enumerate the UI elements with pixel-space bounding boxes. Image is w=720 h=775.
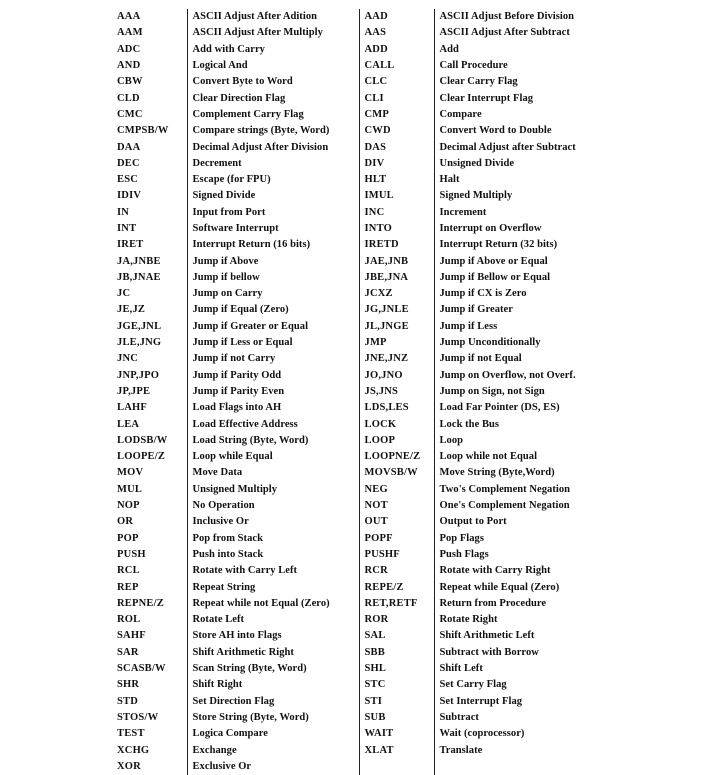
- left-description: Logica Compare: [187, 726, 359, 742]
- right-description: Jump if Greater: [434, 302, 606, 318]
- right-description: Shift Left: [434, 661, 606, 677]
- right-mnemonic: OUT: [359, 514, 434, 530]
- left-mnemonic: DAA: [117, 141, 141, 153]
- left-mnemonic: XOR: [117, 760, 141, 772]
- left-description: Complement Carry Flag: [187, 107, 359, 123]
- right-mnemonic: CALL: [359, 58, 434, 74]
- right-mnemonic: JCXZ: [359, 286, 434, 302]
- right-description: Convert Word to Double: [434, 123, 606, 139]
- right-mnemonic: AAS: [359, 25, 434, 41]
- left-description: Jump if Less or Equal: [187, 335, 359, 351]
- left-description: Decrement: [187, 156, 359, 172]
- right-description: Lock the Bus: [434, 416, 606, 432]
- left-description: Jump on Carry: [187, 286, 359, 302]
- right-mnemonic: DAS: [359, 139, 434, 155]
- left-mnemonic: IRET: [117, 239, 144, 251]
- table-row: [112, 563, 606, 579]
- table-row: [112, 498, 606, 514]
- left-description: Loop while Equal: [187, 449, 359, 465]
- right-description: Set Interrupt Flag: [434, 693, 606, 709]
- table-row: [112, 596, 606, 612]
- left-mnemonic: LODSB/W: [117, 434, 168, 446]
- right-description: ASCII Adjust After Subtract: [434, 25, 606, 41]
- right-description: Loop: [434, 433, 606, 449]
- right-mnemonic: MOVSB/W: [359, 465, 434, 481]
- right-description: Compare: [434, 107, 606, 123]
- left-description: Unsigned Multiply: [187, 482, 359, 498]
- left-description: Load String (Byte, Word): [187, 433, 359, 449]
- table-row: [112, 416, 606, 432]
- left-description: No Operation: [187, 498, 359, 514]
- right-description: One's Complement Negation: [434, 498, 606, 514]
- right-mnemonic: JAE,JNB: [359, 253, 434, 269]
- right-description: Output to Port: [434, 514, 606, 530]
- left-mnemonic: MOV: [117, 467, 144, 479]
- left-description: Signed Divide: [187, 188, 359, 204]
- left-mnemonic: LOOPE/Z: [117, 451, 166, 463]
- left-description: Convert Byte to Word: [187, 74, 359, 90]
- left-description: Clear Direction Flag: [187, 90, 359, 106]
- left-mnemonic: DEC: [117, 157, 140, 169]
- table-row: [112, 58, 606, 74]
- right-mnemonic: STI: [359, 693, 434, 709]
- right-mnemonic: SAL: [359, 628, 434, 644]
- table-row: [112, 579, 606, 595]
- table-row: [112, 368, 606, 384]
- left-description: Load Flags into AH: [187, 400, 359, 416]
- left-description: Jump if Equal (Zero): [187, 302, 359, 318]
- table-row: [112, 123, 606, 139]
- left-description: Jump if Above: [187, 253, 359, 269]
- right-description: Add: [434, 42, 606, 58]
- table-row: [112, 335, 606, 351]
- right-mnemonic: HLT: [359, 172, 434, 188]
- table-row: [112, 400, 606, 416]
- left-mnemonic: XCHG: [117, 744, 150, 756]
- right-description: Halt: [434, 172, 606, 188]
- right-description: Set Carry Flag: [434, 677, 606, 693]
- right-mnemonic: INC: [359, 205, 434, 221]
- right-mnemonic: ROR: [359, 612, 434, 628]
- left-description: Rotate with Carry Left: [187, 563, 359, 579]
- right-mnemonic: PUSHF: [359, 547, 434, 563]
- left-mnemonic: POP: [117, 532, 139, 544]
- left-description: Decimal Adjust After Division: [187, 139, 359, 155]
- right-mnemonic: SUB: [359, 710, 434, 726]
- left-mnemonic: CLD: [117, 92, 140, 104]
- left-mnemonic: INT: [117, 223, 137, 234]
- left-mnemonic: JA,JNBE: [117, 255, 161, 267]
- right-mnemonic: [359, 759, 434, 775]
- table-row: [112, 9, 606, 25]
- right-mnemonic: AAD: [359, 9, 434, 25]
- right-mnemonic: ADD: [359, 42, 434, 58]
- table-row: [112, 107, 606, 123]
- right-mnemonic: JG,JNLE: [359, 302, 434, 318]
- left-mnemonic: REPNE/Z: [117, 597, 164, 609]
- left-description: Compare strings (Byte, Word): [187, 123, 359, 139]
- table-row: [112, 661, 606, 677]
- right-description: Rotate Right: [434, 612, 606, 628]
- left-description: Add with Carry: [187, 42, 359, 58]
- table-row: [112, 693, 606, 709]
- right-mnemonic: CMP: [359, 107, 434, 123]
- table-row: [112, 205, 606, 221]
- right-description: Interrupt on Overflow: [434, 221, 606, 237]
- left-mnemonic: CMC: [117, 108, 143, 120]
- table-row: [112, 351, 606, 367]
- right-description: Two's Complement Negation: [434, 482, 606, 498]
- left-description: Store String (Byte, Word): [187, 710, 359, 726]
- left-mnemonic: JE,JZ: [117, 304, 146, 316]
- table-row: [112, 221, 606, 237]
- right-mnemonic: XLAT: [359, 742, 434, 758]
- left-description: Repeat while not Equal (Zero): [187, 596, 359, 612]
- right-description: Pop Flags: [434, 531, 606, 547]
- left-mnemonic: JLE,JNG: [117, 337, 162, 349]
- left-description: Jump if Parity Even: [187, 384, 359, 400]
- right-description: Jump if Above or Equal: [434, 253, 606, 269]
- right-description: Unsigned Divide: [434, 156, 606, 172]
- right-description: Increment: [434, 205, 606, 221]
- left-mnemonic: JP,JPE: [117, 385, 151, 397]
- table-row: [112, 188, 606, 204]
- left-mnemonic: REP: [117, 581, 139, 593]
- left-mnemonic: SAHF: [117, 630, 146, 642]
- left-mnemonic: OR: [117, 516, 134, 528]
- left-mnemonic: JC: [117, 288, 131, 300]
- right-description: Jump Unconditionally: [434, 335, 606, 351]
- right-mnemonic: RCR: [359, 563, 434, 579]
- right-description: [434, 759, 606, 775]
- table-row: [112, 742, 606, 758]
- left-description: Escape (for FPU): [187, 172, 359, 188]
- table-row: [112, 90, 606, 106]
- right-mnemonic: LOOP: [359, 433, 434, 449]
- left-description: Inclusive Or: [187, 514, 359, 530]
- right-mnemonic: DIV: [359, 156, 434, 172]
- left-mnemonic: JB,JNAE: [117, 271, 161, 283]
- right-mnemonic: SBB: [359, 645, 434, 661]
- right-description: Jump if Less: [434, 319, 606, 335]
- right-mnemonic: NOT: [359, 498, 434, 514]
- right-mnemonic: RET,RETF: [359, 596, 434, 612]
- left-mnemonic: SAR: [117, 646, 139, 658]
- right-description: Interrupt Return (32 bits): [434, 237, 606, 253]
- right-mnemonic: JBE,JNA: [359, 270, 434, 286]
- left-mnemonic: AAA: [117, 11, 141, 23]
- left-description: Logical And: [187, 58, 359, 74]
- table-row: [112, 384, 606, 400]
- left-mnemonic: TEST: [117, 728, 145, 740]
- right-mnemonic: JS,JNS: [359, 384, 434, 400]
- table-row: [112, 531, 606, 547]
- instruction-table-body: [112, 9, 606, 775]
- left-mnemonic: LEA: [117, 418, 140, 430]
- left-mnemonic: CBW: [117, 76, 143, 88]
- right-description: Translate: [434, 742, 606, 758]
- table-row: [112, 449, 606, 465]
- right-description: Call Procedure: [434, 58, 606, 74]
- right-description: Rotate with Carry Right: [434, 563, 606, 579]
- right-mnemonic: CLI: [359, 90, 434, 106]
- table-row: [112, 237, 606, 253]
- right-description: ASCII Adjust Before Division: [434, 9, 606, 25]
- left-mnemonic: AND: [117, 60, 141, 72]
- table-row: [112, 25, 606, 41]
- right-description: Subtract with Borrow: [434, 645, 606, 661]
- right-mnemonic: JMP: [359, 335, 434, 351]
- left-mnemonic: STD: [117, 695, 139, 707]
- left-mnemonic: ESC: [117, 174, 139, 186]
- right-mnemonic: LOCK: [359, 416, 434, 432]
- left-description: Jump if not Carry: [187, 351, 359, 367]
- left-description: Shift Right: [187, 677, 359, 693]
- right-mnemonic: REPE/Z: [359, 579, 434, 595]
- left-description: Jump if Greater or Equal: [187, 319, 359, 335]
- right-description: Clear Interrupt Flag: [434, 90, 606, 106]
- table-row: [112, 270, 606, 286]
- left-mnemonic: IN: [117, 206, 130, 218]
- left-mnemonic: SCASB/W: [117, 663, 166, 675]
- table-row: [112, 465, 606, 481]
- left-description: Interrupt Return (16 bits): [187, 237, 359, 253]
- left-description: Store AH into Flags: [187, 628, 359, 644]
- table-row: [112, 612, 606, 628]
- right-description: Shift Arithmetic Left: [434, 628, 606, 644]
- left-description: Exchange: [187, 742, 359, 758]
- right-description: Decimal Adjust after Subtract: [434, 139, 606, 155]
- left-description: ASCII Adjust After Multiply: [187, 25, 359, 41]
- left-mnemonic: JNP,JPO: [117, 369, 160, 381]
- left-mnemonic: IDIV: [117, 190, 142, 202]
- right-description: Return from Procedure: [434, 596, 606, 612]
- table-row: [112, 482, 606, 498]
- right-mnemonic: NEG: [359, 482, 434, 498]
- right-description: Load Far Pointer (DS, ES): [434, 400, 606, 416]
- right-description: Jump if CX is Zero: [434, 286, 606, 302]
- table-row: [112, 286, 606, 302]
- left-description: Jump if Parity Odd: [187, 368, 359, 384]
- right-mnemonic: LOOPNE/Z: [359, 449, 434, 465]
- left-mnemonic: MUL: [117, 483, 143, 495]
- left-mnemonic: ROL: [117, 614, 141, 626]
- table-row: [112, 74, 606, 90]
- left-description: Jump if bellow: [187, 270, 359, 286]
- right-mnemonic: IRETD: [359, 237, 434, 253]
- right-mnemonic: JO,JNO: [359, 368, 434, 384]
- left-description: Repeat String: [187, 579, 359, 595]
- table-row: [112, 547, 606, 563]
- left-description: ASCII Adjust After Adition: [187, 9, 359, 25]
- table-row: [112, 156, 606, 172]
- right-mnemonic: SHL: [359, 661, 434, 677]
- right-description: Push Flags: [434, 547, 606, 563]
- table-row: [112, 319, 606, 335]
- right-mnemonic: WAIT: [359, 726, 434, 742]
- right-description: Clear Carry Flag: [434, 74, 606, 90]
- left-mnemonic: RCL: [117, 565, 140, 577]
- table-row: [112, 433, 606, 449]
- right-description: Jump if not Equal: [434, 351, 606, 367]
- table-row: [112, 645, 606, 661]
- table-row: [112, 253, 606, 269]
- left-mnemonic: PUSH: [117, 548, 146, 560]
- right-mnemonic: JL,JNGE: [359, 319, 434, 335]
- right-mnemonic: CWD: [359, 123, 434, 139]
- right-mnemonic: CLC: [359, 74, 434, 90]
- right-mnemonic: POPF: [359, 531, 434, 547]
- table-row: [112, 139, 606, 155]
- right-mnemonic: INTO: [359, 221, 434, 237]
- right-description: Jump on Sign, not Sign: [434, 384, 606, 400]
- table-row: [112, 759, 606, 775]
- table-row: [112, 710, 606, 726]
- right-mnemonic: STC: [359, 677, 434, 693]
- table-row: [112, 726, 606, 742]
- left-mnemonic: CMPSB/W: [117, 125, 169, 137]
- table-row: [112, 172, 606, 188]
- right-mnemonic: IMUL: [359, 188, 434, 204]
- right-description: Subtract: [434, 710, 606, 726]
- right-description: Jump if Bellow or Equal: [434, 270, 606, 286]
- table-row: [112, 42, 606, 58]
- left-description: Shift Arithmetic Right: [187, 645, 359, 661]
- left-description: Pop from Stack: [187, 531, 359, 547]
- right-mnemonic: LDS,LES: [359, 400, 434, 416]
- left-mnemonic: SHR: [117, 679, 140, 691]
- left-mnemonic: LAHF: [117, 402, 147, 414]
- left-description: Scan String (Byte, Word): [187, 661, 359, 677]
- left-mnemonic: JNC: [117, 353, 139, 365]
- left-mnemonic: NOP: [117, 500, 140, 512]
- left-description: Input from Port: [187, 205, 359, 221]
- left-mnemonic: ADC: [117, 43, 141, 55]
- left-description: Set Direction Flag: [187, 693, 359, 709]
- right-description: Move String (Byte,Word): [434, 465, 606, 481]
- table-row: [112, 628, 606, 644]
- right-mnemonic: JNE,JNZ: [359, 351, 434, 367]
- right-description: Wait (coprocessor): [434, 726, 606, 742]
- left-description: Push into Stack: [187, 547, 359, 563]
- right-description: Loop while not Equal: [434, 449, 606, 465]
- left-description: Load Effective Address: [187, 416, 359, 432]
- left-description: Move Data: [187, 465, 359, 481]
- table-row: [112, 514, 606, 530]
- right-description: Signed Multiply: [434, 188, 606, 204]
- right-description: Repeat while Equal (Zero): [434, 579, 606, 595]
- table-row: [112, 677, 606, 693]
- left-mnemonic: STOS/W: [117, 711, 159, 723]
- left-description: Exclusive Or: [187, 759, 359, 775]
- left-description: Rotate Left: [187, 612, 359, 628]
- right-description: Jump on Overflow, not Overf.: [434, 368, 606, 384]
- left-description: Software Interrupt: [187, 221, 359, 237]
- left-mnemonic: JGE,JNL: [117, 320, 162, 332]
- instruction-table: [112, 9, 606, 775]
- left-mnemonic: AAM: [117, 27, 143, 39]
- table-row: [112, 302, 606, 318]
